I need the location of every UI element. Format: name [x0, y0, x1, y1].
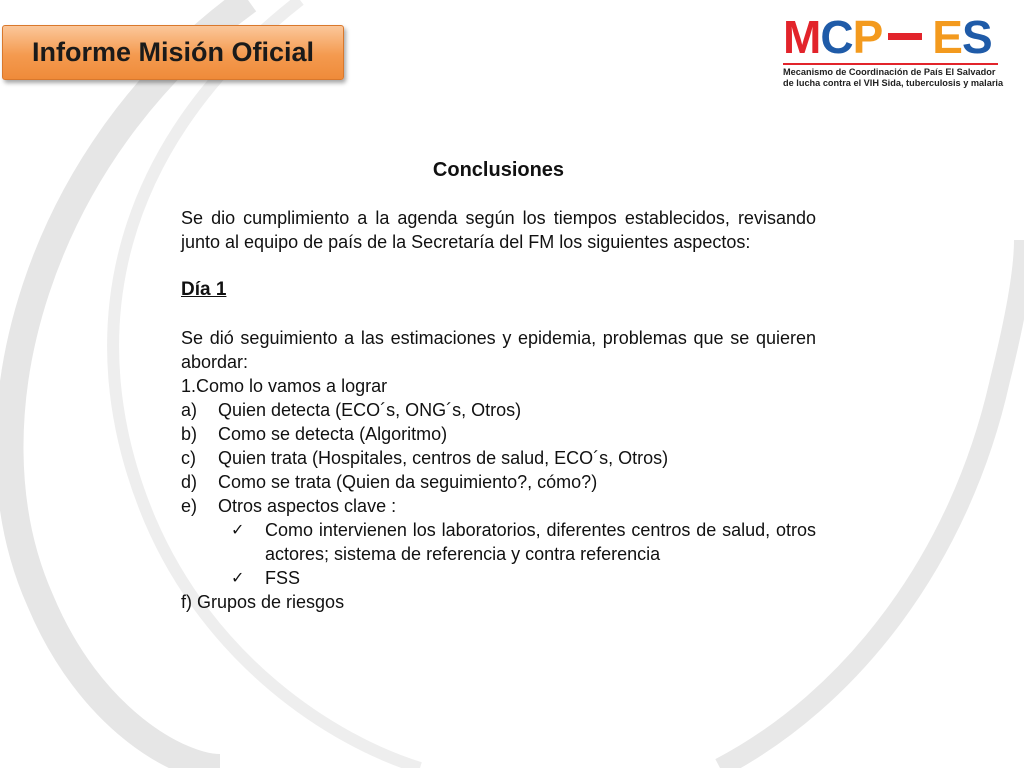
logo-letter-p: P [852, 11, 883, 63]
last-list-item: f) Grupos de riesgos [181, 592, 345, 612]
list-item-text: Quien trata (Hospitales, centros de salud, ECO´s, Otros) [218, 448, 669, 468]
slide-content [181, 158, 816, 614]
list-item-text: Como se detecta (Algoritmo) [218, 424, 448, 444]
logo-letter-s: S [961, 11, 992, 63]
logo-rule [783, 63, 998, 65]
list-item-text: Como se trata (Quien da seguimiento?, cómo?) [218, 472, 598, 492]
mcp-es-logo [783, 12, 1005, 92]
logo-letter-e: E [932, 11, 962, 63]
list-item [181, 422, 816, 446]
list-marker: a) [181, 400, 198, 420]
list-item [181, 470, 816, 494]
check-icon: ✓ [231, 520, 245, 539]
slide-title-tab [2, 25, 344, 80]
day-label: Día 1 [181, 279, 227, 300]
check-item [231, 518, 816, 566]
list-marker: d) [181, 472, 198, 492]
logo-wordmark [783, 11, 1005, 63]
list-item [181, 446, 816, 470]
logo-dash [888, 33, 922, 40]
check-icon: ✓ [231, 568, 245, 587]
list-item-text: Quien detecta (ECO´s, ONG´s, Otros) [218, 400, 522, 420]
list-item [181, 398, 816, 422]
logo-subtitle-1: Mecanismo de Coordinación de País El Salvador [783, 67, 996, 77]
numbered-item: 1.Como lo vamos a lograr [181, 376, 388, 396]
list-marker: c) [181, 448, 196, 468]
logo-letter-m: M [783, 11, 821, 63]
list-item [181, 494, 816, 518]
list-marker: e) [181, 496, 198, 516]
logo-letter-c: C [820, 11, 853, 63]
list-marker: b) [181, 424, 198, 444]
check-item-text: FSS [265, 568, 301, 588]
check-item-text: Como intervienen los laboratorios, diferentes centros de salud, otros actores; sistema de referencia y contra referencia [265, 520, 816, 564]
check-item [231, 566, 816, 590]
day-intro-paragraph: Se dió seguimiento a las estimaciones y epidemia, problemas que se quieren abordar: [181, 328, 816, 372]
slide-title: Informe Misión Oficial [31, 37, 315, 67]
section-heading: Conclusiones [432, 159, 565, 181]
intro-paragraph: Se dio cumplimiento a la agenda según los tiempos establecidos, revisando junto al equipo de país de la Secretaría del FM los siguientes aspectos: [181, 208, 816, 252]
list-item-text: Otros aspectos clave : [218, 496, 397, 516]
logo-subtitle-2: de lucha contra el VIH Sida, tuberculosis y malaria [783, 78, 1004, 88]
